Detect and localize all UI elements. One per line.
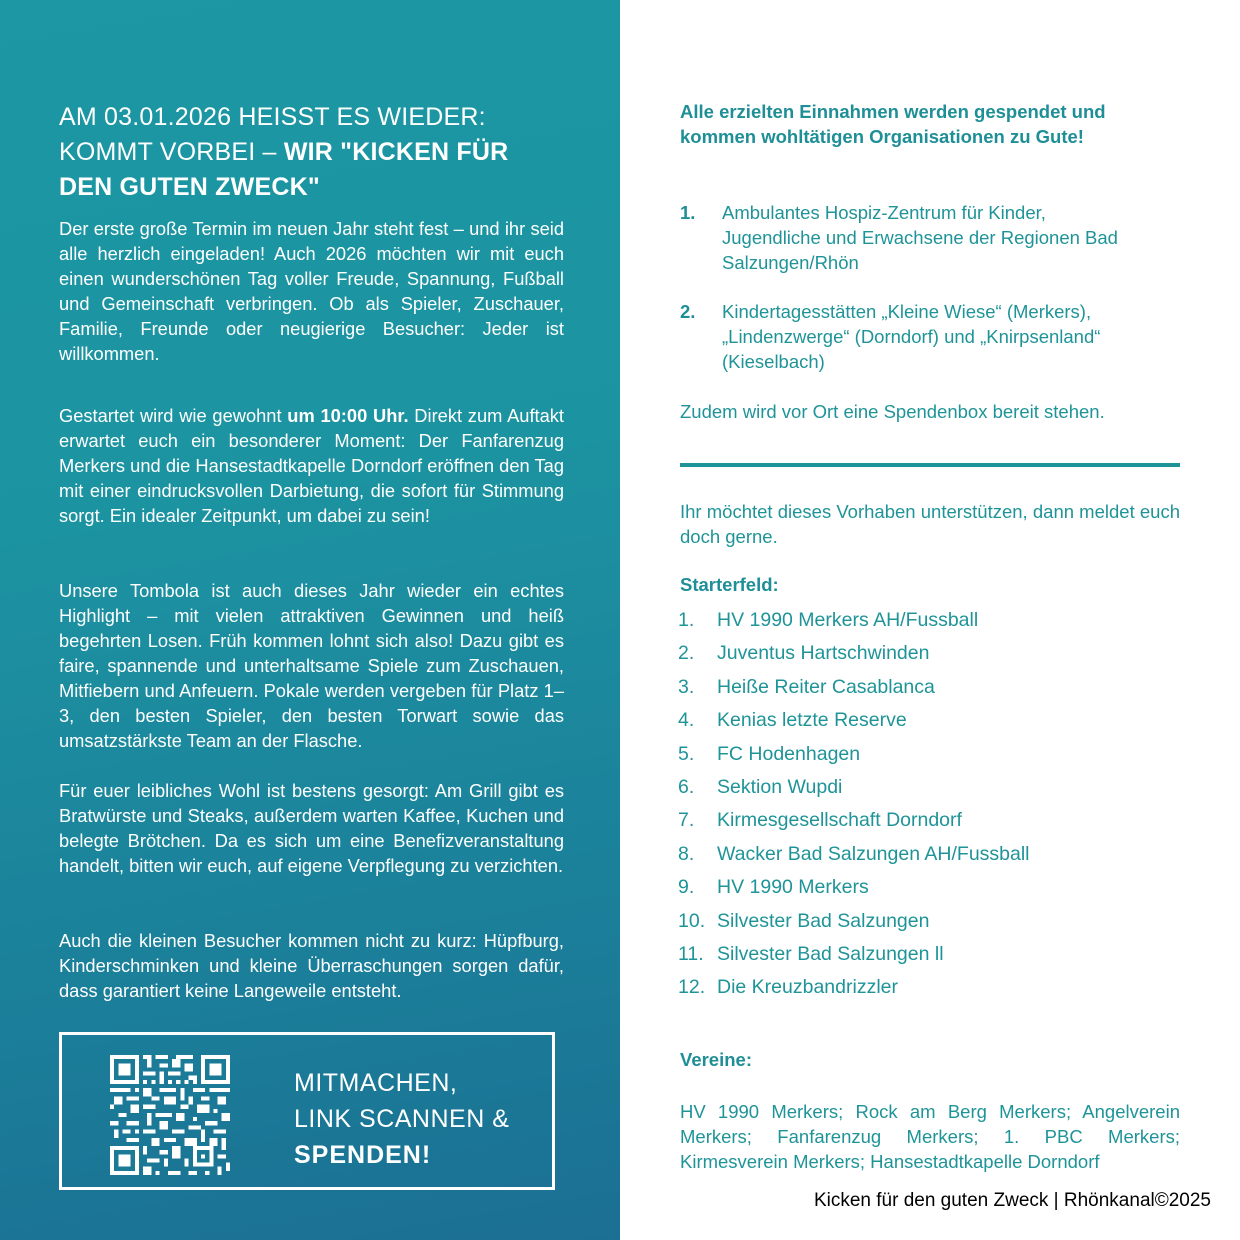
- donation-heading: Alle erzielten Einnahmen werden gespendet und kommen wohltätigen Organisationen zu Gute!: [680, 101, 1106, 147]
- donate-cta-box: [59, 1032, 555, 1190]
- starter-name: Silvester Bad Salzungen: [717, 909, 930, 932]
- credit-caption: Kicken für den guten Zweck | Rhönkanal©2025: [813, 1190, 1211, 1211]
- starter-name: Juventus Hartschwinden: [717, 642, 930, 665]
- starter-number: 4.: [678, 709, 695, 732]
- starter-name: FC Hodenhagen: [717, 742, 861, 765]
- paragraph-start-post: Direkt zum Auftakt erwartet euch ein besonderer Moment: Der Fanfarenzug Merkers und die Hansestadtkapelle Dorndorf eröffnen den Tag mit einer eindrucksvollen Darbietung, die sofort für Stimmung sorgt. Ein idealer Zeitpunkt, um dabei zu sein!: [59, 405, 564, 526]
- paragraph-tombola: Unsere Tombola ist auch dieses Jahr wieder ein echtes Highlight – mit vielen attraktiven Gewinnen und heiß begehrten Losen. Früh kommen lohnt sich also! Dazu gibt es faire, spannende und unterhaltsame Spiele zum Zuschauen, Mitfiebern und Anfeuern. Pokale werden vergeben für Platz 1–3, den besten Spieler, den besten Torwart sowie das umsatzstärkste Team an der Flasche.: [59, 580, 564, 751]
- starter-name: Kirmesgesellschaft Dorndorf: [717, 809, 962, 832]
- section-divider: [680, 463, 1180, 467]
- organization-item: [680, 299, 1180, 374]
- vereine-text: HV 1990 Merkers; Rock am Berg Merkers; Angelverein Merkers; Fanfarenzug Merkers; 1. PBC Merkers; Kirmesverein Merkers; Hansestadtkapelle Dorndorf: [680, 1101, 1180, 1172]
- starter-number: 1.: [678, 609, 695, 631]
- headline-line-3-bold: DEN GUTEN ZWECK": [59, 173, 320, 201]
- headline-line-3: [59, 170, 579, 205]
- starter-number: 2.: [678, 642, 695, 665]
- donation-box-note: Zudem wird vor Ort eine Spendenbox bereit stehen.: [680, 401, 1105, 422]
- paragraph-kids: Auch die kleinen Besucher kommen nicht zu kurz: Hüpfburg, Kinderschminken und kleine Überraschungen sorgen dafür, dass garantiert keine Langeweile entsteht.: [59, 930, 564, 1001]
- starter-name: HV 1990 Merkers: [717, 876, 869, 899]
- starter-item: [678, 673, 1198, 706]
- starter-number: 7.: [678, 809, 695, 832]
- paragraph-food: Für euer leibliches Wohl ist bestens gesorgt: Am Grill gibt es Bratwürste und Steaks, außerdem warten Kaffee, Kuchen und belegte Brötchen. Da es sich um eine Benefizveranstaltung handelt, bitten wir euch, auf eigene Verpflegung zu verzichten.: [59, 780, 564, 876]
- support-note: Ihr möchtet dieses Vorhaben unterstützen, dann meldet euch doch gerne.: [680, 501, 1180, 547]
- starter-number: 9.: [678, 876, 695, 899]
- starter-name: Heiße Reiter Casablanca: [717, 675, 935, 698]
- cta-line-2: LINK SCANNEN &: [294, 1105, 510, 1133]
- starter-name: Die Kreuzbandrizzler: [717, 976, 898, 999]
- starter-label: Starterfeld:: [680, 574, 779, 595]
- headline-line-2: [59, 135, 579, 170]
- headline-line-2-light: KOMMT VORBEI –: [59, 138, 284, 166]
- headline-line-2-bold: WIR "KICKEN FÜR: [283, 138, 509, 166]
- starter-item: [678, 873, 1198, 906]
- organization-number: 2.: [680, 301, 696, 322]
- paragraph-intro: Der erste große Termin im neuen Jahr steht fest – und ihr seid alle herzlich eingeladen! Auch 2026 möchten wir mit euch einen wunderschönen Tag voller Freude, Spannung, Fußball und Gemeinschaft verbringen. Ob als Spieler, Zuschauer, Familie, Freunde oder neugierige Besucher: Jeder ist willkommen.: [59, 218, 564, 364]
- starter-item: [678, 907, 1198, 940]
- starter-number: 3.: [678, 675, 695, 698]
- headline-line-1: AM 03.01.2026 HEISST ES WIEDER:: [59, 103, 486, 131]
- starter-number: 6.: [678, 775, 695, 798]
- qr-code-icon[interactable]: [110, 1055, 230, 1175]
- organization-text: Ambulantes Hospiz-Zentrum für Kinder, Jugendliche und Erwachsene der Regionen Bad Salzungen/Rhön: [722, 202, 1118, 273]
- starter-name: HV 1990 Merkers AH/Fussball: [717, 609, 979, 631]
- starter-item: [678, 740, 1198, 773]
- starter-item: [678, 940, 1198, 973]
- starter-number: 8.: [678, 842, 695, 865]
- starter-name: Kenias letzte Reserve: [717, 709, 907, 732]
- starter-number: 12.: [678, 976, 706, 999]
- vereine-label: Vereine:: [680, 1049, 752, 1070]
- starter-item: [678, 773, 1198, 806]
- cta-text: [294, 1065, 509, 1173]
- starter-item: [678, 706, 1198, 739]
- starter-name: Wacker Bad Salzungen AH/Fussball: [717, 842, 1030, 865]
- headline: [59, 100, 579, 205]
- starter-number: 11.: [678, 942, 704, 965]
- organization-item: [680, 200, 1180, 275]
- start-time: um 10:00 Uhr.: [287, 405, 409, 426]
- right-panel: [620, 0, 1240, 1240]
- organization-text: Kindertagesstätten „Kleine Wiese“ (Merkers), „Lindenzwerge“ (Dorndorf) und „Knirpsenland“ (Kieselbach): [722, 301, 1101, 372]
- starter-list: [678, 606, 1198, 1007]
- starter-item: [678, 806, 1198, 839]
- starter-item: [678, 606, 1198, 639]
- starter-number: 5.: [678, 742, 695, 765]
- starter-item: [678, 840, 1198, 873]
- cta-line-1: MITMACHEN,: [294, 1069, 458, 1097]
- starter-name: Silvester Bad Salzungen ll: [717, 942, 944, 965]
- starter-name: Sektion Wupdi: [717, 775, 843, 798]
- starter-number: 10.: [678, 909, 706, 932]
- starter-item: [678, 639, 1198, 672]
- paragraph-start-pre: Gestartet wird wie gewohnt: [59, 405, 288, 426]
- organization-number: 1.: [680, 202, 696, 223]
- starter-item: [678, 973, 1198, 1006]
- cta-line-3: SPENDEN!: [294, 1141, 432, 1169]
- paragraph-start: [59, 403, 564, 528]
